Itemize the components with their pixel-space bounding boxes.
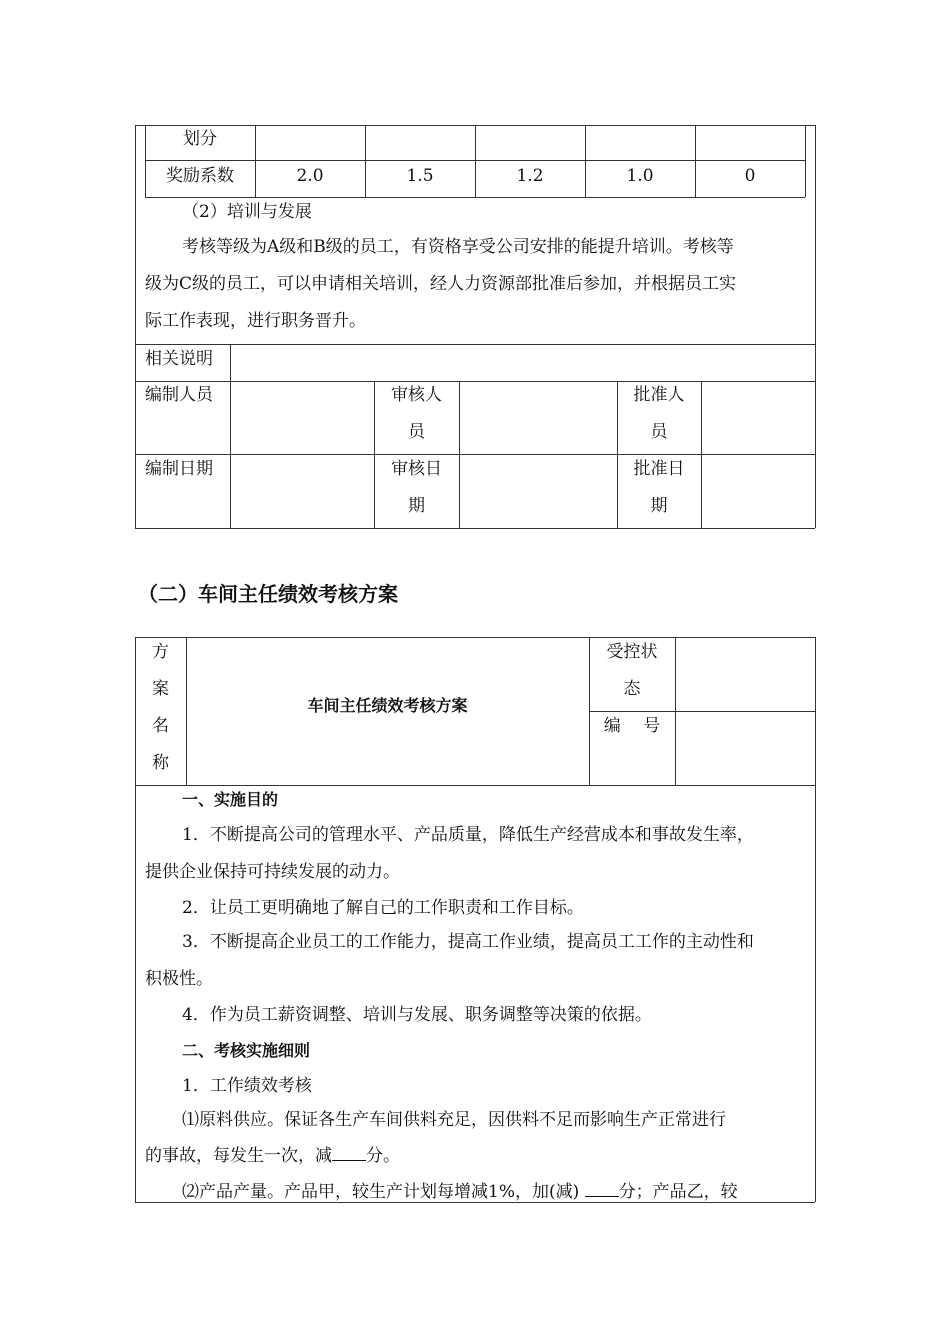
reward-value: 1.2: [516, 166, 544, 186]
reward-coefficient-label: 奖励系数: [166, 166, 234, 186]
paragraph-line: 2．让员工更明确地了解自己的工作职责和工作目标。: [182, 898, 584, 918]
approver-label: 批准人: [633, 385, 685, 405]
reward-value: 1.5: [406, 166, 434, 186]
text-fragment: 分；产品乙，较: [618, 1182, 738, 1202]
paragraph-line: 4．作为员工薪资调整、培训与发展、职务调整等决策的依据。: [182, 1005, 652, 1025]
paragraph-line: 3．不断提高企业员工的工作能力，提高工作业绩，提高员工工作的主动性和: [182, 932, 754, 952]
plan-name-label-char: 称: [152, 753, 169, 773]
paragraph-line: 积极性。: [145, 969, 213, 989]
review-date-label-cont: 期: [408, 496, 425, 516]
reviewer-label: 审核人: [391, 385, 442, 405]
fill-in-blank[interactable]: [585, 1182, 619, 1197]
paragraph-line: 提供企业保持可持续发展的动力。: [145, 862, 400, 882]
plan-name-label-char: 方: [152, 642, 169, 662]
section-title: 二、考核实施细则: [182, 1041, 311, 1060]
text-fragment: 分。: [366, 1146, 400, 1166]
paragraph-line: [145, 1146, 400, 1166]
section-heading: （二）车间主任绩效考核方案: [138, 582, 398, 606]
subsection-title: 1．工作绩效考核: [182, 1076, 312, 1096]
approver-label-cont: 员: [650, 422, 668, 442]
reward-value: 2.0: [296, 166, 324, 186]
reviewer-label-cont: 员: [408, 422, 425, 442]
approve-date-label-cont: 期: [650, 496, 668, 516]
prepared-by-label: 编制人员: [145, 385, 213, 405]
plan-name-label-char: 案: [152, 679, 169, 699]
fill-in-blank[interactable]: [332, 1146, 366, 1161]
text-fragment: ⑵产品产量。产品甲，较生产计划每增减1%，加(减): [182, 1182, 585, 1202]
reward-value: 1.0: [626, 166, 654, 186]
controlled-status-label-cont: 态: [623, 679, 641, 699]
training-body-line: 考核等级为A级和B级的员工，有资格享受公司安排的能提升培训。考核等: [182, 237, 734, 257]
paragraph-line: [182, 1182, 738, 1202]
number-label: 编 号: [603, 716, 661, 736]
approve-date-label: 批准日: [633, 459, 685, 479]
related-notes-label: 相关说明: [145, 349, 213, 369]
division-label: 划分: [183, 129, 217, 149]
section-title: 一、实施目的: [182, 790, 279, 809]
reward-value: 0: [744, 166, 756, 186]
prepared-date-label: 编制日期: [145, 459, 213, 479]
plan-name-label-char: 名: [152, 716, 169, 736]
controlled-status-label: 受控状: [606, 642, 658, 662]
training-body-line: 际工作表现，进行职务晋升。: [145, 311, 366, 331]
training-body-line: 级为C级的员工，可以申请相关培训，经人力资源部批准后参加，并根据员工实: [145, 274, 737, 294]
plan-name: 车间主任绩效考核方案: [307, 696, 468, 715]
paragraph-line: ⑴原料供应。保证各生产车间供料充足，因供料不足而影响生产正常进行: [182, 1110, 726, 1130]
text-fragment: 的事故，每发生一次，减: [145, 1146, 332, 1166]
review-date-label: 审核日: [391, 459, 442, 479]
training-section-title: （2）培训与发展: [182, 202, 312, 222]
paragraph-line: 1．不断提高公司的管理水平、产品质量，降低生产经营成本和事故发生率，: [182, 825, 754, 845]
